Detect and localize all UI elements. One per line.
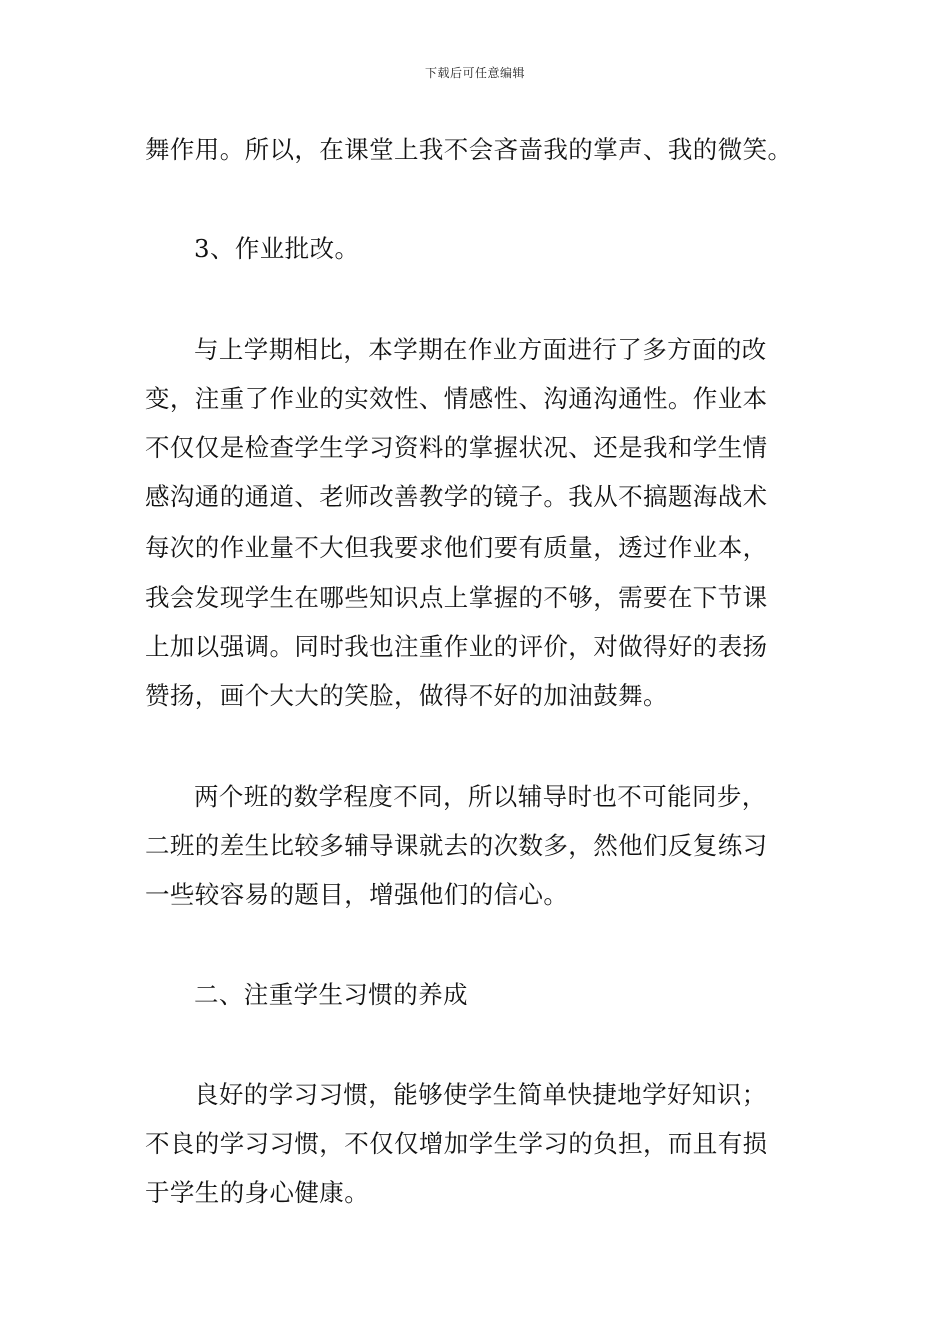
paragraph-line: 两个班的数学程度不同，所以辅导时也不可能同步，	[194, 782, 767, 811]
paragraph-line: 上加以强调。同时我也注重作业的评价，对做得好的表扬	[145, 632, 768, 661]
paragraph-line: 感沟通的通道、老师改善教学的镜子。我从不搞题海战术	[145, 482, 768, 511]
page-header: 下载后可任意编辑	[424, 66, 525, 80]
paragraph-line: 变，注重了作业的实效性、情感性、沟通沟通性。作业本	[145, 384, 768, 413]
paragraph-line: 赞扬，画个大大的笑脸，做得不好的加油鼓舞。	[145, 681, 668, 710]
paragraph-line: 于学生的身心健康。	[145, 1178, 370, 1207]
paragraph-line: 与上学期相比，本学期在作业方面进行了多方面的改	[194, 335, 767, 364]
paragraph-line: 我会发现学生在哪些知识点上掌握的不够，需要在下节课	[145, 583, 768, 612]
paragraph-line: 每次的作业量不大但我要求他们要有质量，透过作业本，	[145, 533, 768, 562]
paragraph-line: 良好的学习习惯，能够使学生简单快捷地学好知识；	[194, 1080, 767, 1109]
section-heading: 3、作业批改。	[194, 234, 360, 263]
paragraph-line: 一些较容易的题目，增强他们的信心。	[145, 880, 569, 909]
section-heading: 二、注重学生习惯的养成	[194, 980, 468, 1009]
paragraph-line: 二班的差生比较多辅导课就去的次数多，然他们反复练习	[145, 831, 768, 860]
paragraph-line: 舞作用。所以，在课堂上我不会吝啬我的掌声、我的微笑。	[145, 135, 793, 164]
paragraph-line: 不仅仅是检查学生学习资料的掌握状况、还是我和学生情	[145, 433, 768, 462]
paragraph-line: 不良的学习习惯，不仅仅增加学生学习的负担，而且有损	[145, 1129, 768, 1158]
